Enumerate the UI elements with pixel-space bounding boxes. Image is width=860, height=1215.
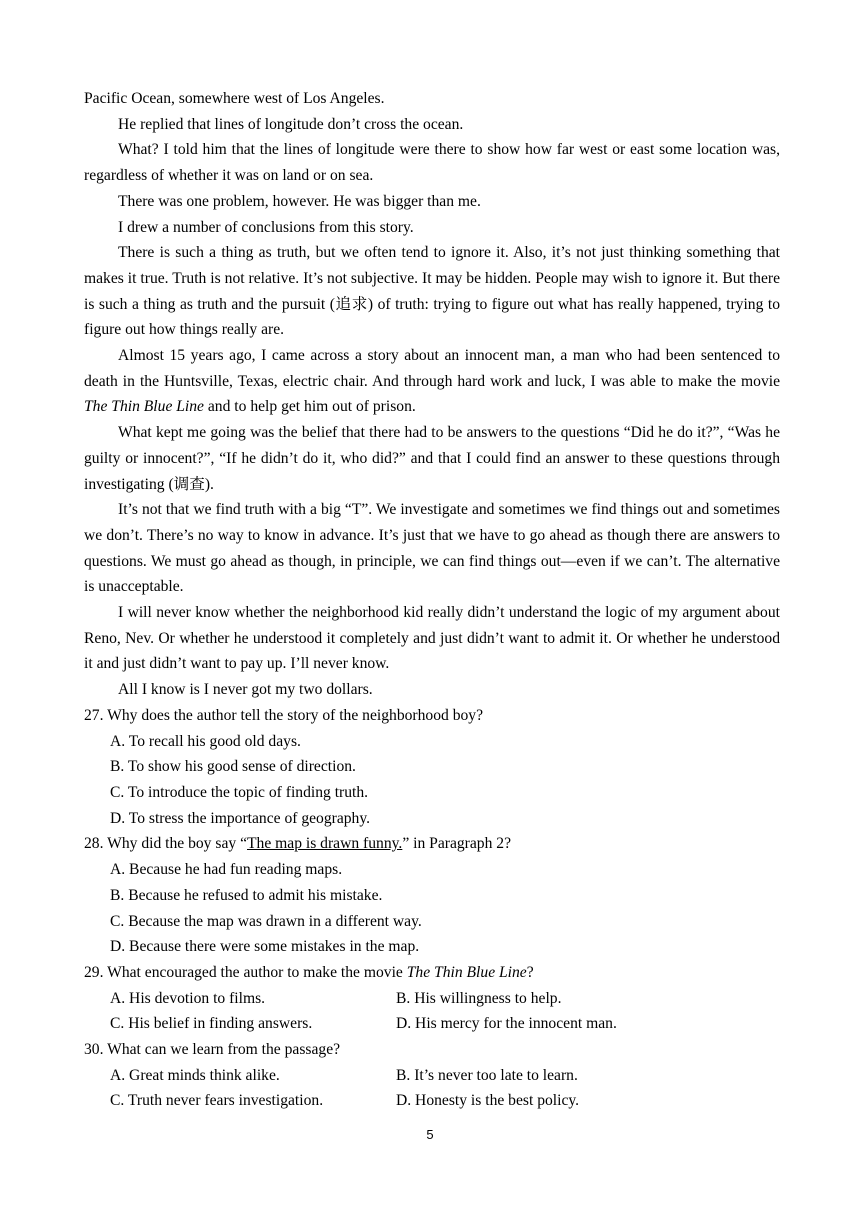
document-page [84, 86, 780, 1114]
option-a: A. His devotion to films. [110, 989, 266, 1007]
movie-title: The Thin Blue Line [84, 398, 204, 416]
passage-paragraph: What? I told him that the lines of longitude were there to show how far west or east some location was, regardless of whether it was on land or on sea. [84, 141, 780, 185]
option-d: D. Honesty is the best policy. [396, 1092, 580, 1110]
question-27 [84, 703, 780, 832]
question-stem [84, 831, 780, 857]
page-number: 5 [426, 1127, 434, 1142]
option-a: A. To recall his good old days. [110, 732, 301, 750]
option-c: C. To introduce the topic of finding truth. [110, 783, 369, 801]
stem-text: ? [526, 963, 534, 981]
option-row [84, 1011, 780, 1037]
passage-paragraph: Pacific Ocean, somewhere west of Los Angeles. [84, 90, 385, 107]
option-b: B. His willingness to help. [396, 989, 562, 1007]
paragraph-text: and to help get him out of prison. [203, 398, 416, 416]
option-d: D. His mercy for the innocent man. [396, 1015, 617, 1033]
stem-text: 29. What encouraged the author to make the movie [84, 963, 407, 981]
option-row [84, 1088, 780, 1114]
option-c: C. Truth never fears investigation. [110, 1092, 324, 1110]
passage-paragraph: I drew a number of conclusions from this story. [118, 218, 414, 236]
passage-paragraph: What kept me going was the belief that there had to be answers to the questions “Did he do it?”, “Was he guilty or innocent?”, “If he didn’t do it, who did?” and that I could find an answer to these questions through investigating (调查). [84, 424, 780, 493]
option-c: C. Because the map was drawn in a different way. [110, 912, 422, 930]
question-30 [84, 1037, 780, 1114]
question-28 [84, 831, 780, 960]
option-a: A. Great minds think alike. [110, 1066, 280, 1084]
passage-paragraph: It’s not that we find truth with a big “T”. We investigate and sometimes we find things out and sometimes we don’t. There’s no way to know in advance. It’s just that we have to go ahead as though there are answers to questions. We must go ahead as though, in principle, we can find things out—even if we can’t. The alternative is unacceptable. [84, 501, 780, 596]
option-d: D. Because there were some mistakes in the map. [110, 938, 420, 956]
movie-title: The Thin Blue Line [406, 963, 527, 981]
option-a: A. Because he had fun reading maps. [110, 861, 343, 879]
option-b: B. Because he refused to admit his mistake. [110, 886, 383, 904]
question-29 [84, 960, 780, 1037]
question-stem: 30. What can we learn from the passage? [84, 1041, 341, 1059]
question-stem [84, 960, 780, 986]
paragraph-text: Almost 15 years ago, I came across a story about an innocent man, a man who had been sentenced to death in the Huntsville, Texas, electric chair. And through hard work and luck, I was able to make the movie [84, 347, 780, 390]
passage-paragraph: I will never know whether the neighborhood kid really didn’t understand the logic of my argument about Reno, Nev. Or whether he understood it completely and just didn’t want to admit it. Or whether he understood it and just didn’t want to pay up. I’ll never know. [84, 604, 780, 673]
stem-text: ” in Paragraph 2? [402, 835, 512, 853]
option-b: B. To show his good sense of direction. [110, 758, 356, 776]
passage-paragraph [84, 343, 780, 420]
passage-paragraph: There was one problem, however. He was bigger than me. [118, 192, 481, 210]
option-c: C. His belief in finding answers. [110, 1015, 313, 1033]
passage-paragraph: All I know is I never got my two dollars. [118, 681, 373, 699]
option-d: D. To stress the importance of geography. [110, 809, 371, 827]
passage-paragraph: He replied that lines of longitude don’t cross the ocean. [118, 115, 464, 133]
underlined-quote: The map is drawn funny. [247, 835, 403, 853]
stem-text: 28. Why did the boy say “ [84, 835, 247, 853]
option-b: B. It’s never too late to learn. [396, 1066, 578, 1084]
option-row [84, 1063, 780, 1089]
question-stem: 27. Why does the author tell the story of the neighborhood boy? [84, 706, 484, 724]
option-row [84, 986, 780, 1012]
passage-paragraph: There is such a thing as truth, but we often tend to ignore it. Also, it’s not just thinking something that makes it true. Truth is not relative. It’s not subjective. It may be hidden. People may wish to ignore it. But there is such a thing as truth and the pursuit (追求) of truth: trying to figure out what has really happened, trying to figure out how things really are. [84, 244, 780, 339]
